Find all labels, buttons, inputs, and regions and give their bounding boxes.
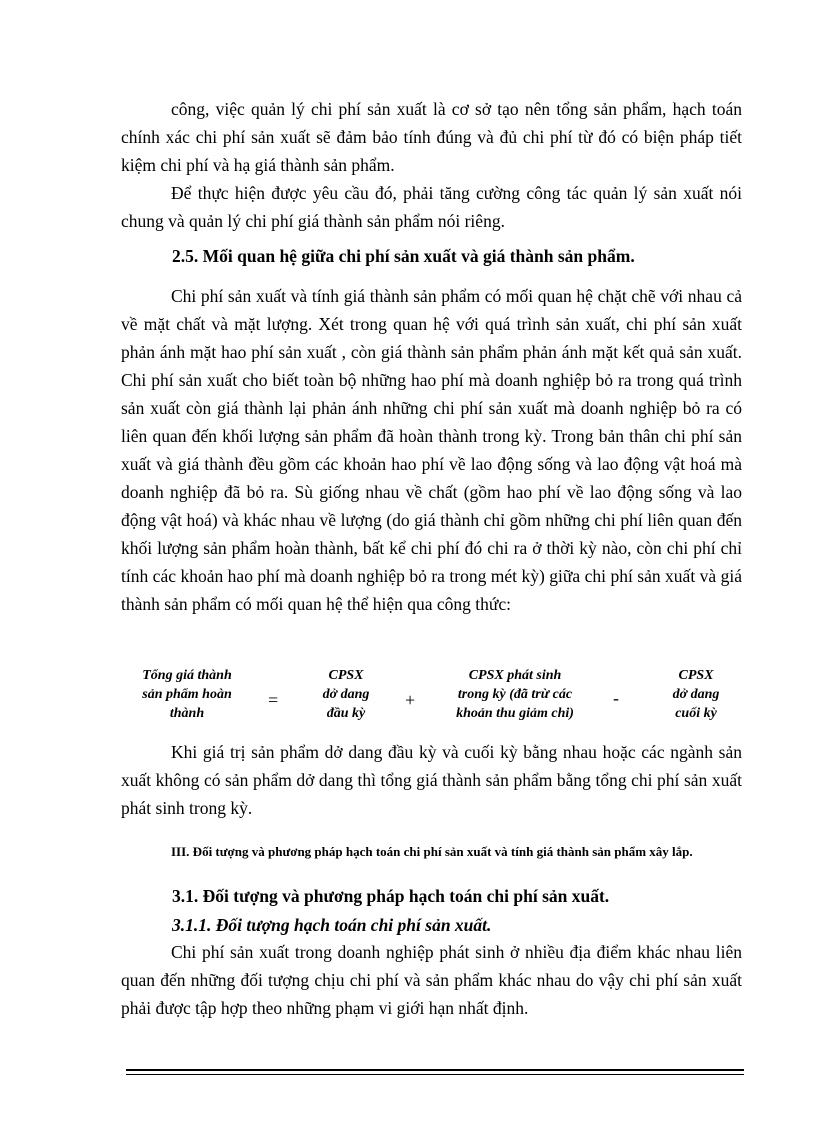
formula-closing-line2: dở dang — [672, 687, 720, 702]
formula-closing-wip — [650, 666, 742, 723]
formula-total-line2: sản phẩm hoàn — [142, 687, 232, 702]
footer-rule-thin — [126, 1074, 744, 1075]
paragraph-requirement: Để thực hiện được yêu cầu đó, phải tăng cường công tác quản lý sản xuất nói chung và quản lý chi phí giá thành sản phẩm nói riêng. — [121, 183, 742, 231]
formula-equals-sign: = — [268, 690, 279, 710]
paragraph-intro: công, việc quản lý chi phí sản xuất là cơ sở tạo nên tổng sản phẩm, hạch toán chính xác chi phí sản xuất sẽ đảm bảo tính đúng và đủ chi phí từ đó có biện pháp tiết kiệm chi phí và hạ giá thành sản phẩm. — [121, 99, 742, 175]
paragraph-wip-equal: Khi giá trị sản phẩm dở dang đầu kỳ và cuối kỳ bằng nhau hoặc các ngành sản xuất không có sản phẩm dở dang thì tổng giá thành sản phẩm bằng tổng chi phí sản xuất phát sinh trong kỳ. — [121, 742, 742, 818]
formula-total-cost — [128, 666, 246, 723]
section-heading-3-1-1: 3.1.1. Đối tượng hạch toán chi phí sản xuất. — [172, 915, 492, 935]
formula-total-line3: thành — [169, 706, 205, 721]
paragraph-relationship: Chi phí sản xuất và tính giá thành sản phẩm có mối quan hệ chặt chẽ với nhau cả về mặt chất và mặt lượng. Xét trong quan hệ với quá trình sản xuất, chi phí sản xuất phản ánh mặt hao phí sản xuất , còn giá thành sản phẩm phản ánh mặt kết quả sản xuất. Chi phí sản xuất cho biết toàn bộ những hao phí mà doanh nghiệp bỏ ra trong quá trình sản xuất còn giá thành lại phản ánh những chi phí sản xuất mà doanh nghiệp bỏ ra có liên quan đến khối lượng sản phẩm đã hoàn thành trong kỳ. Trong bản thân chi phí sản xuất và giá thành đều gồm các khoản hao phí về lao động sống và lao động vật hoá mà doanh nghiệp đã bỏ ra. Sù giống nhau về chất (gồm hao phí về lao động sống và lao động vật hoá) và khác nhau về lượng (do giá thành chỉ gồm những chi phí liên quan đến khối lượng sản phẩm hoàn thành, bất kể chi phí đó chi ra ở thời kỳ nào, còn chi phí chỉ tính các khoản hao phí mà doanh nghiệp bỏ ra trong mét kỳ) giữa chi phí sản xuất và giá thành sản phẩm có mối quan hệ thể hiện qua công thức: — [121, 286, 742, 614]
formula-total-line1: Tổng giá thành — [142, 668, 232, 683]
formula-opening-line3: đầu kỳ — [326, 706, 366, 721]
section-heading-2-5: 2.5. Mối quan hệ giữa chi phí sản xuất và giá thành sản phẩm. — [172, 246, 635, 266]
formula-plus-sign: + — [405, 690, 416, 710]
formula-opening-line1: CPSX — [328, 668, 364, 683]
section-heading-3-1: 3.1. Đối tượng và phương pháp hạch toán chi phí sản xuất. — [172, 886, 610, 906]
formula-minus-sign: - — [613, 688, 619, 708]
footer-rule-thick — [126, 1069, 744, 1071]
section-heading-iii: III. Đối tượng và phương pháp hạch toán chi phí sản xuất và tính giá thành sản phẩm xây lắp. — [171, 844, 693, 859]
formula-period-line1: CPSX phát sinh — [468, 668, 562, 683]
formula-closing-line3: cuối kỳ — [675, 706, 717, 721]
formula-opening-wip — [300, 666, 392, 723]
formula-closing-line1: CPSX — [678, 668, 714, 683]
formula-period-line2: trong kỳ (đã trừ các — [457, 687, 573, 702]
formula-period-cost — [440, 666, 590, 723]
paragraph-cost-object: Chi phí sản xuất trong doanh nghiệp phát sinh ở nhiều địa điểm khác nhau liên quan đến những đối tượng chịu chi phí và sản phẩm khác nhau do vậy chi phí sản xuất phải được tập hợp theo những phạm vi giới hạn nhất định. — [121, 942, 742, 1018]
formula-period-line3: khoản thu giảm chi) — [456, 706, 574, 721]
formula-opening-line2: dở dang — [322, 687, 370, 702]
